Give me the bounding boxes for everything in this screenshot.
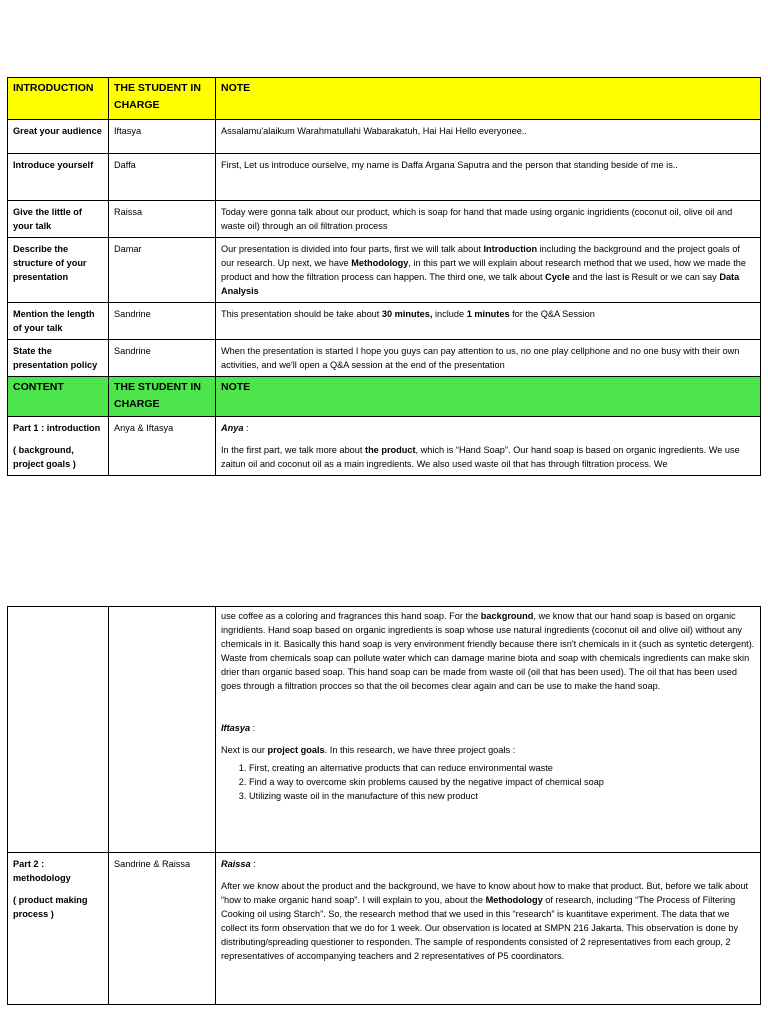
project-goals-intro: Next is our project goals. In this research, we have three project goals : xyxy=(221,745,516,755)
table-row xyxy=(8,417,761,476)
table-row xyxy=(8,238,761,303)
part2-sub: ( product making process ) xyxy=(13,895,88,919)
row-label: Give the little of your talk xyxy=(8,201,109,238)
table-row xyxy=(8,853,761,1005)
row-student: Sandrine & Raissa xyxy=(109,853,216,1005)
row-student: Sandrine xyxy=(109,303,216,340)
part2-note-text: After we know about the product and the background, we have to know about how to make that product. But, before we talk about “how to make organic hand soap”. I will explain to you, about the Methodology of research, including “The Process of Filtering Cooking oil using Starch”. So, the research method that we used in this “research” is kuantitave experiment. The data that we collect its form observation that we do for 1 week. Our observation is located at SMPN 216 Jakarta. This observation is done by distributing/spreading questioner to responden. The sample of respondents consisted of 2 representatives from each group, 2 representatives of accompanying teachers and 2 representatives of P5 coordinators. xyxy=(221,881,749,961)
row-note: Assalamu'alaikum Warahmatullahi Wabarakatuh, Hai Hai Hello everyonee.. xyxy=(216,120,761,154)
content-header-col2: THE STUDENT IN CHARGE xyxy=(109,377,216,417)
table-row xyxy=(8,154,761,201)
speaker-anya: Anya xyxy=(221,423,244,433)
row-student: Raissa xyxy=(109,201,216,238)
table-row xyxy=(8,120,761,154)
speaker-raissa: Raissa xyxy=(221,859,251,869)
part1-background-text: use coffee as a coloring and fragrances this hand soap. For the background, we know that our hand soap is based on organic ingridients. Hand soap based on organic ingredients is soap whose use natural ingredients (coconut oil and olive oil) without any chemicals in it. Basically this hand soap is very environment friendly because there isn't chemicals in it (such as syntetic detergent). Waste from chemicals soap can pollute water which can damage marine biota and soap with chemicals ingredients can make skin drier than organic based soap. This hand soap can be made from waste oil (oil that has been used). The oil that has been used goes through a filtration procces so that the oil becomes clear again and can be use to make the hand soap. xyxy=(221,611,755,691)
project-goals-list xyxy=(221,761,755,803)
table-row xyxy=(8,340,761,377)
row-student: Sandrine xyxy=(109,340,216,377)
row-student: Iftasya xyxy=(109,120,216,154)
part1-label: Part 1 : introduction xyxy=(13,423,101,433)
table-row xyxy=(8,303,761,340)
empty-student-cell xyxy=(109,607,216,853)
plan-table-page2 xyxy=(7,606,761,1005)
row-label: State the presentation policy xyxy=(8,340,109,377)
part1-label-cell xyxy=(8,417,109,476)
table-row xyxy=(8,607,761,853)
row-note: This presentation should be take about 30 minutes, include 1 minutes for the Q&A Session xyxy=(216,303,761,340)
part1-note-text: In the first part, we talk more about the product, which is “Hand Soap”. Our hand soap is based on organic ingredients. We use zaitun oil and coconut oil as a main ingredients. We also used waste oil that has through filtration process. We xyxy=(221,445,740,469)
content-header-col1: CONTENT xyxy=(8,377,109,417)
content-header-col3: NOTE xyxy=(216,377,761,417)
list-item: 2. Find a way to overcome skin problems caused by the negative impact of chemical soap xyxy=(249,775,755,789)
empty-label-cell xyxy=(8,607,109,853)
row-student: Daffa xyxy=(109,154,216,201)
row-note: Anya : In the first part, we talk more about the product, which is “Hand Soap”. Our hand soap is based on organic ingredients. We use zaitun oil and coconut oil as a main ingredients. We also used waste oil that has through filtration process. We xyxy=(216,417,761,476)
list-item: 1. First, creating an alternative products that can reduce environmental waste xyxy=(249,761,755,775)
row-note: Today were gonna talk about our product, which is soap for hand that made using organic ingridients (coconut oil, olive oil and waste oil) through an oil filtration process xyxy=(216,201,761,238)
speaker-iftasya: Iftasya xyxy=(221,723,251,733)
row-note: use coffee as a coloring and fragrances this hand soap. For the background, we know that our hand soap is based on organic ingridients. Hand soap based on organic ingredients is soap whose use natural ingredients (coconut oil and olive oil) without any chemicals in it. Basically this hand soap is very environment friendly because there isn't chemicals in it (such as syntetic detergent). Waste from chemicals soap can pollute water which can damage marine biota and soap with chemicals ingredients can make skin drier than organic based soap. This hand soap can be made from waste oil (oil that has been used). The oil that has been used goes through a filtration procces so that the oil becomes clear again and can be use to make the hand soap. Iftasya : Next is our project goals. In this research, we have three project goals : 1. First, creating an alternative products that can reduce environmental waste 2. Find a way to overcome skin problems caused by the negative impact of chemical soap 3. Utilizing waste oil in the manufacture of this new product xyxy=(216,607,761,853)
row-note: Our presentation is divided into four parts, first we will talk about Introduction including the background and the project goals of our research. Up next, we have Methodology, in this part we will explain about research method that we used, how we made the product and how the filtration process can happen. The third one, we talk about Cycle and the last is Result or we can say Data Analysis xyxy=(216,238,761,303)
row-label: Mention the length of your talk xyxy=(8,303,109,340)
list-item: 3. Utilizing waste oil in the manufacture of this new product xyxy=(249,789,755,803)
part2-label: Part 2 : methodology xyxy=(13,859,71,883)
intro-header-col3: NOTE xyxy=(216,78,761,120)
row-student: Anya & Iftasya xyxy=(109,417,216,476)
intro-header-col1: INTRODUCTION xyxy=(8,78,109,120)
intro-header-col2: THE STUDENT IN CHARGE xyxy=(109,78,216,120)
intro-header-row xyxy=(8,78,761,120)
part1-sub: ( background, project goals ) xyxy=(13,445,76,469)
row-note: Raissa : After we know about the product and the background, we have to know about how to make that product. But, before we talk about “how to make organic hand soap”. I will explain to you, about the Methodology of research, including “The Process of Filtering Cooking oil using Starch”. So, the research method that we used in this “research” is kuantitave experiment. The data that we collect its form observation that we do for 1 week. Our observation is located at SMPN 216 Jakarta. This observation is done by distributing/spreading questioner to responden. The sample of respondents consisted of 2 representatives from each group, 2 representatives of accompanying teachers and 2 representatives of P5 coordinators. xyxy=(216,853,761,1005)
row-note: First, Let us introduce ourselve, my name is Daffa Argana Saputra and the person that standing beside of me is.. xyxy=(216,154,761,201)
row-student: Damar xyxy=(109,238,216,303)
plan-table-page1 xyxy=(7,77,761,476)
row-label: Great your audience xyxy=(8,120,109,154)
row-label: Describe the structure of your presentation xyxy=(8,238,109,303)
content-header-row xyxy=(8,377,761,417)
part2-label-cell xyxy=(8,853,109,1005)
row-note: When the presentation is started I hope you guys can pay attention to us, no one play cellphone and no one busy with their own activities, and we'll open a Q&A session at the end of the presentation xyxy=(216,340,761,377)
row-label: Introduce yourself xyxy=(8,154,109,201)
table-row xyxy=(8,201,761,238)
